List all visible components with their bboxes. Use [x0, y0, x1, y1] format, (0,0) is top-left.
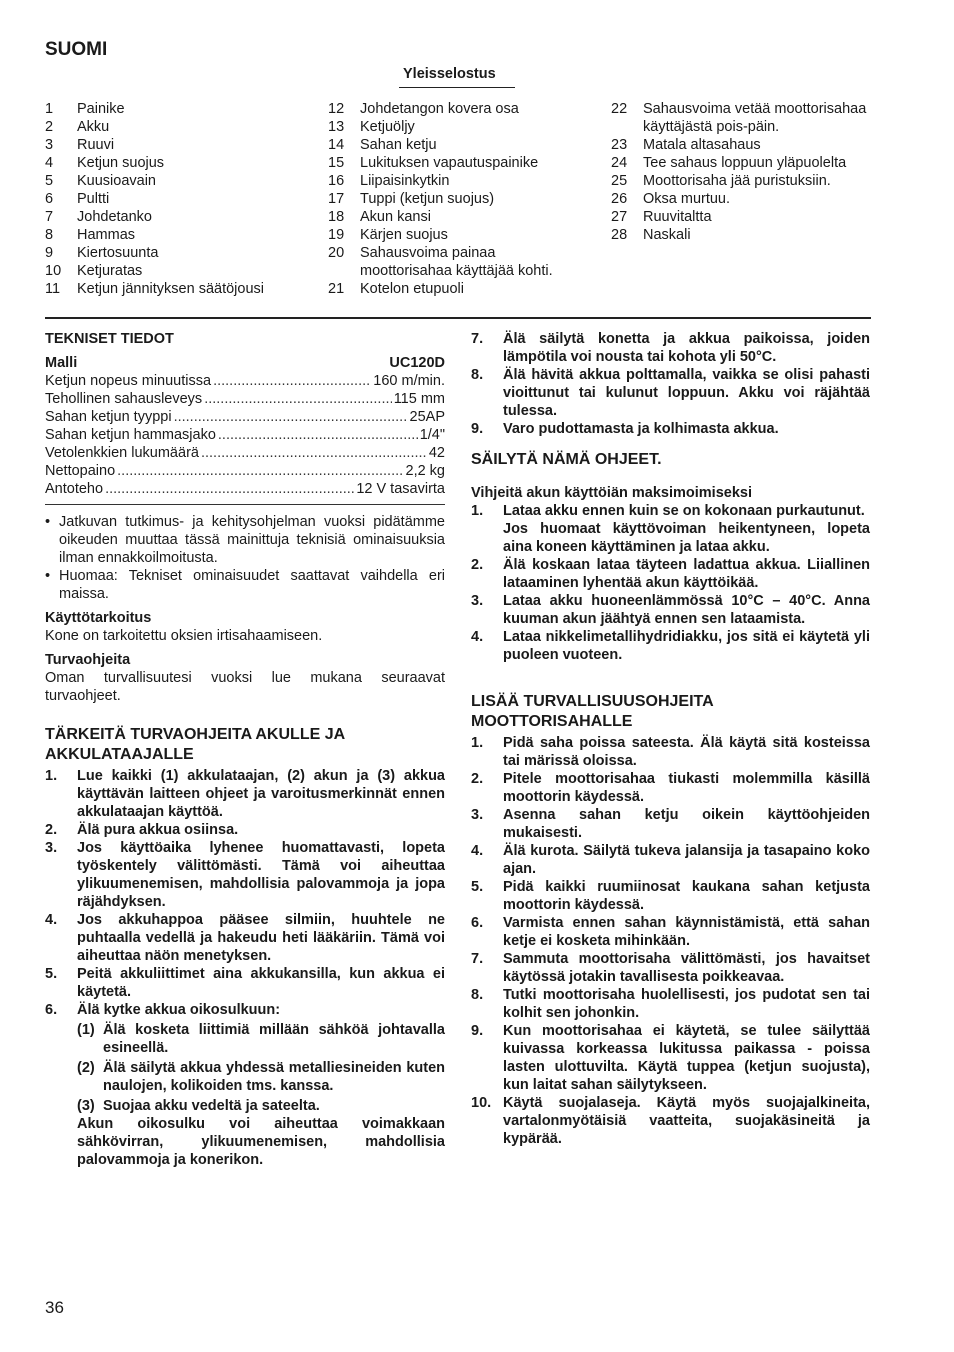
- chainsaw-safety-item-text: [503, 1022, 870, 1094]
- battery-safety-item-text: [77, 965, 445, 1001]
- battery-safety-subitem: [45, 1021, 445, 1057]
- chainsaw-safety-item-number: 9.: [471, 1023, 484, 1039]
- chainsaw-safety-item-main: Pidä saha poissa sateesta. Älä käytä sitä kosteissa tai märissä oloissa.: [503, 735, 870, 769]
- battery-safety-subitem: [45, 1097, 445, 1115]
- part-item: [328, 154, 590, 172]
- chainsaw-safety-item-main: Pidä kaikki ruumiinosat kaukana sahan ketjusta moottorin käydessä.: [503, 879, 870, 913]
- part-label: Matala altasahaus: [643, 137, 761, 153]
- battery-safety-item: [45, 839, 445, 911]
- parts-list-col3: [611, 100, 871, 244]
- spec-label: Ketjun nopeus minuutissa: [45, 373, 212, 389]
- battery-safety-subitem: [45, 1059, 445, 1095]
- spec-value: 160 m/min.: [373, 373, 445, 389]
- part-item: [611, 208, 871, 226]
- battery-tip-item-extra: Jos huomaat käyttövoiman heikentyneen, lopeta aina koneen käyttäminen ja lataa akku.: [503, 521, 870, 555]
- battery-safety-item-text: [77, 767, 445, 821]
- battery-safety-item-text: [503, 420, 870, 438]
- chainsaw-safety-item-text: [503, 842, 870, 878]
- spec-model-value: UC120D: [389, 355, 445, 371]
- spec-label: Nettopaino: [45, 463, 116, 479]
- part-label: Hammas: [77, 227, 136, 243]
- chainsaw-safety-item: [471, 806, 870, 842]
- part-item: [611, 100, 871, 136]
- purpose-text: Kone on tarkoitettu oksien irtisahaamiseen.: [45, 628, 323, 644]
- battery-safety-item-number: 9.: [471, 421, 484, 437]
- spec-label: Sahan ketjun tyyppi: [45, 409, 172, 425]
- battery-safety-item-number: 1.: [45, 768, 58, 784]
- spec-row: [45, 426, 445, 444]
- right-column: [471, 330, 870, 1148]
- part-number: 8: [45, 227, 54, 243]
- battery-safety-item-main: Älä säilytä konetta ja akkua paikoissa, joiden lämpötila voi nousta tai kohota yli 50°C.: [503, 331, 870, 365]
- battery-safety-item: [471, 420, 870, 438]
- part-number: 2: [45, 119, 54, 135]
- part-label: Ketjuratas: [77, 263, 143, 279]
- chainsaw-safety-item-number: 4.: [471, 843, 484, 859]
- part-number: 11: [45, 281, 61, 297]
- part-number: 17: [328, 191, 345, 207]
- subitem-number: (3): [77, 1098, 95, 1114]
- battery-safety-list: [45, 767, 445, 1019]
- chainsaw-safety-item-text: [503, 1094, 870, 1148]
- part-number: 19: [328, 227, 345, 243]
- part-item: [328, 280, 590, 298]
- part-item: [328, 226, 590, 244]
- spec-row: [45, 372, 445, 390]
- part-number: 6: [45, 191, 54, 207]
- purpose-title: Käyttötarkoitus: [45, 610, 152, 626]
- chainsaw-safety-item: [471, 734, 870, 770]
- part-item: [45, 226, 315, 244]
- chainsaw-safety-item-number: 7.: [471, 951, 484, 967]
- battery-tip-item: [471, 592, 870, 628]
- spec-note: [45, 567, 445, 603]
- spec-leader-dots: [218, 426, 418, 444]
- chainsaw-safety-item: [471, 1022, 870, 1094]
- chainsaw-safety-item-number: 1.: [471, 735, 484, 751]
- chainsaw-safety-item-main: Pitele moottorisahaa tiukasti molemmilla käsillä moottorin käydessä.: [503, 771, 870, 805]
- part-label: Akun kansi: [360, 209, 431, 225]
- part-number: 18: [328, 209, 345, 225]
- spec-leader-dots: [201, 444, 427, 462]
- part-item: [45, 172, 315, 190]
- chainsaw-safety-item-text: [503, 986, 870, 1022]
- chainsaw-safety-item-number: 6.: [471, 915, 484, 931]
- part-number: 4: [45, 155, 54, 171]
- part-number: 20: [328, 245, 345, 261]
- battery-tip-item: [471, 628, 870, 664]
- battery-tip-item-number: 1.: [471, 503, 484, 519]
- spec-leader-dots: [204, 390, 392, 408]
- battery-safety-item: [471, 330, 870, 366]
- chainsaw-safety-item-text: [503, 770, 870, 806]
- left-column: [45, 330, 445, 1169]
- battery-tip-item-text: [503, 628, 870, 664]
- battery-safety-item-main: Jos akkuhappoa pääsee silmiin, huuhtele ne puhtaalla vedellä ja hakeudu heti lääkäriin. Tämä voi aiheuttaa näön menetyksen.: [77, 912, 445, 964]
- page-number: 36: [45, 1298, 64, 1317]
- part-item: [328, 100, 590, 118]
- battery-safety-item-main: Älä hävitä akkua polttamalla, vaikka se olisi pahasti vioittunut tai kulunut loppuun. Akku voi räjähtää tulessa.: [503, 367, 870, 419]
- part-number: 28: [611, 227, 628, 243]
- part-item: [328, 136, 590, 154]
- part-item: [45, 154, 315, 172]
- part-item: [45, 262, 315, 280]
- subitem-text: Älä kosketa liittimiä millään sähköä johtavalla esineellä.: [103, 1022, 445, 1056]
- battery-safety-item-number: 7.: [471, 331, 484, 347]
- part-number: 7: [45, 209, 54, 225]
- part-label: Moottorisaha jää puristuksiin.: [643, 173, 831, 189]
- part-label: Liipaisinkytkin: [360, 173, 450, 189]
- part-number: 9: [45, 245, 54, 261]
- chainsaw-safety-item-text: [503, 734, 870, 770]
- part-label: Kotelon etupuoli: [360, 281, 464, 297]
- spec-table: [45, 372, 445, 498]
- battery-safety-item: [45, 965, 445, 1001]
- safety-intro-title: Turvaohjeita: [45, 652, 131, 668]
- battery-safety-item-main: Lue kaikki (1) akkulataajan, (2) akun ja (3) akkua käyttävän laitteen ohjeet ja varoitusmerkinnät ennen akkulataajan käyttöä.: [77, 768, 445, 820]
- part-number: 25: [611, 173, 628, 189]
- spec-note: [45, 513, 445, 567]
- part-number: 12: [328, 101, 345, 117]
- battery-safety-item-main: Peitä akkuliittimet aina akkukansilla, kun akkua ei käytetä.: [77, 966, 445, 1000]
- part-number: 10: [45, 263, 62, 279]
- part-label: Pultti: [77, 191, 110, 207]
- part-label: Kuusioavain: [77, 173, 156, 189]
- part-item: [611, 154, 871, 172]
- part-item: [328, 244, 590, 280]
- battery-tips-list: [471, 502, 870, 664]
- part-label: Sahausvoima painaa moottorisahaa käyttäjää kohti.: [360, 245, 553, 279]
- spec-leader-dots: [117, 462, 403, 480]
- chainsaw-safety-item-main: Asenna sahan ketju oikein käyttöohjeiden mukaisesti.: [503, 807, 870, 841]
- battery-tip-item-number: 2.: [471, 557, 484, 573]
- battery-tip-item-main: Lataa akku ennen kuin se on kokonaan purkautunut.: [503, 503, 865, 519]
- part-item: [611, 190, 871, 208]
- part-label: Ketjuöljy: [360, 119, 415, 135]
- chainsaw-safety-item-main: Varmista ennen sahan käynnistämistä, että sahan ketje ei kosketa mihinkään.: [503, 915, 870, 949]
- part-number: 3: [45, 137, 54, 153]
- battery-safety-item-number: 2.: [45, 822, 58, 838]
- chainsaw-safety-item: [471, 842, 870, 878]
- battery-tip-item-number: 4.: [471, 629, 484, 645]
- part-label: Ruuvi: [77, 137, 115, 153]
- battery-tip-item-text: [503, 502, 870, 556]
- part-number: 26: [611, 191, 628, 207]
- battery-safety-item-text: [77, 839, 445, 911]
- spec-model-row: [45, 354, 445, 372]
- part-number: 22: [611, 101, 628, 117]
- overview-title: Yleisselostus: [403, 66, 496, 82]
- part-number: 27: [611, 209, 628, 225]
- spec-row: [45, 408, 445, 426]
- chainsaw-safety-item: [471, 770, 870, 806]
- part-label: Ruuvitaltta: [643, 209, 712, 225]
- spec-note-text: Jatkuvan tutkimus- ja kehitysohjelman vuoksi pidätämme oikeuden muuttaa tässä mainittuja teknisiä ominaisuuksia ilman ennakkoilmoitusta.: [59, 514, 445, 566]
- chainsaw-safety-item: [471, 1094, 870, 1148]
- part-number: 14: [328, 137, 345, 153]
- part-label: Akku: [77, 119, 110, 135]
- part-item: [328, 118, 590, 136]
- chainsaw-safety-item: [471, 878, 870, 914]
- battery-safety-item-number: 3.: [45, 840, 58, 856]
- part-number: 23: [611, 137, 628, 153]
- save-instructions: SÄILYTÄ NÄMÄ OHJEET.: [471, 451, 662, 468]
- part-item: [45, 118, 315, 136]
- specs-title: TEKNISET TIEDOT: [45, 331, 174, 347]
- part-number: 1: [45, 101, 54, 117]
- part-number: 13: [328, 119, 345, 135]
- spec-leader-dots: [213, 372, 371, 390]
- subitem-text: Älä säilytä akkua yhdessä metalliesineiden kuten naulojen, kolikoiden tms. kanssa.: [103, 1060, 445, 1094]
- spec-label: Vetolenkkien lukumäärä: [45, 445, 199, 461]
- chainsaw-safety-item-number: 3.: [471, 807, 484, 823]
- chainsaw-safety-list: [471, 734, 870, 1148]
- subitem-number: (2): [77, 1060, 95, 1076]
- battery-tip-item-number: 3.: [471, 593, 484, 609]
- spec-value: 1/4": [419, 427, 445, 443]
- spec-row: [45, 462, 445, 480]
- section-divider: [45, 317, 871, 319]
- battery-safety-item-text: [77, 1001, 445, 1019]
- battery-safety-item-main: Älä pura akkua osiinsa.: [77, 822, 239, 838]
- chainsaw-safety-item: [471, 986, 870, 1022]
- spec-row: [45, 444, 445, 462]
- battery-tip-item: [471, 556, 870, 592]
- chainsaw-safety-item-main: Tutki moottorisaha huolellisesti, jos pudotat sen tai kolhit sen johonkin.: [503, 987, 870, 1021]
- part-item: [45, 190, 315, 208]
- battery-tip-item-main: Lataa akku huoneenlämmössä 10°C – 40°C. Anna kuuman akun jäähtyä ennen sen lataamista.: [503, 593, 870, 627]
- part-item: [45, 100, 315, 118]
- part-label: Oksa murtuu.: [643, 191, 731, 207]
- battery-tip-item-text: [503, 556, 870, 592]
- battery-safety-item: [45, 911, 445, 965]
- part-number: 5: [45, 173, 54, 189]
- safety-intro-text: Oman turvallisuutesi vuoksi lue mukana seuraavat turvaohjeet.: [45, 670, 445, 704]
- chainsaw-safety-item: [471, 950, 870, 986]
- chainsaw-safety-item-text: [503, 950, 870, 986]
- battery-safety-item: [45, 1001, 445, 1019]
- parts-list-col1: [45, 100, 315, 298]
- battery-safety-title: TÄRKEITÄ TURVAOHJEITA AKULLE JA AKKULATAAJALLE: [45, 726, 345, 763]
- spec-value: 115 mm: [393, 391, 445, 407]
- part-label: Sahan ketju: [360, 137, 437, 153]
- chainsaw-safety-item-text: [503, 914, 870, 950]
- battery-sub-note: Akun oikosulku voi aiheuttaa voimakkaan sähkövirran, ylikuumenemisen, mahdollisia palovammoja ja konerikon.: [77, 1116, 445, 1168]
- chainsaw-safety-item-main: Käytä suojalaseja. Käytä myös suojajalkineita, vartalonmyötäisiä vaatteita, suojakäsineitä ja kypärää.: [503, 1095, 870, 1147]
- spec-model-label: Malli: [45, 355, 78, 371]
- spec-value: 25AP: [409, 409, 445, 425]
- chainsaw-safety-item-text: [503, 806, 870, 842]
- spec-label: Tehollinen sahausleveys: [45, 391, 203, 407]
- subitem-text: Suojaa akku vedeltä ja sateelta.: [103, 1098, 320, 1114]
- part-label: Ketjun jännityksen säätöjousi: [77, 281, 265, 297]
- battery-safety-item-main: Jos käyttöaika lyhenee huomattavasti, lopeta työskentely välittömästi. Tämä voi aiheuttaa ylikuumenemisen, mahdollisia palovammoja ja jopa räjähdyksen.: [77, 840, 445, 910]
- part-label: Johdetanko: [77, 209, 152, 225]
- chainsaw-safety-item-main: Älä kurota. Säilytä tukeva jalansija ja tasapaino koko ajan.: [503, 843, 870, 877]
- part-item: [328, 190, 590, 208]
- part-label: Ketjun suojus: [77, 155, 165, 171]
- part-item: [611, 172, 871, 190]
- part-number: 15: [328, 155, 345, 171]
- chainsaw-safety-title: LISÄÄ TURVALLISUUSOHJEITA MOOTTORISAHALLE: [471, 693, 714, 730]
- part-number: 21: [328, 281, 345, 297]
- chainsaw-safety-item-main: Kun moottorisahaa ei käytetä, se tulee säilyttää kuivassa korkeassa lukitussa paikassa - poissa lasten ulottuvilta. Käytä tuppea (ketjun suojusta), kun laitat sahan säilytykseen.: [503, 1023, 870, 1093]
- overview-underline: [399, 87, 515, 88]
- chainsaw-safety-item-number: 5.: [471, 879, 484, 895]
- spec-label: Antoteho: [45, 481, 104, 497]
- battery-safety-item-number: 6.: [45, 1002, 58, 1018]
- parts-list-col2: [328, 100, 590, 298]
- battery-safety-item-text: [503, 366, 870, 420]
- part-number: 16: [328, 173, 345, 189]
- part-item: [328, 172, 590, 190]
- battery-tip-item-main: Älä koskaan lataa täyteen ladattua akkua. Liiallinen lataaminen lyhentää akun käyttöikää.: [503, 557, 870, 591]
- part-label: Tee sahaus loppuun yläpuolelta: [643, 155, 847, 171]
- battery-safety-item: [45, 821, 445, 839]
- spec-leader-dots: [105, 480, 354, 498]
- battery-safety-item-main: Älä kytke akkua oikosulkuun:: [77, 1002, 281, 1018]
- battery-safety-sublist: [45, 1021, 445, 1115]
- chainsaw-safety-item-number: 10.: [471, 1095, 492, 1111]
- battery-tips-title: Vihjeitä akun käyttöiän maksimoimiseksi: [471, 485, 752, 501]
- battery-safety-item-main: Varo pudottamasta ja kolhimasta akkua.: [503, 421, 779, 437]
- part-item: [611, 136, 871, 154]
- battery-safety-item: [471, 366, 870, 420]
- spec-divider: [45, 504, 445, 505]
- battery-safety-item-text: [503, 330, 870, 366]
- battery-safety-item: [45, 767, 445, 821]
- battery-tip-item-text: [503, 592, 870, 628]
- spec-row: [45, 390, 445, 408]
- language-heading: SUOMI: [45, 39, 108, 60]
- part-label: Kärjen suojus: [360, 227, 448, 243]
- spec-notes: [45, 513, 445, 603]
- part-item: [45, 280, 315, 298]
- bullet-dot: •: [45, 514, 51, 530]
- chainsaw-safety-item-number: 2.: [471, 771, 484, 787]
- chainsaw-safety-item-main: Sammuta moottorisaha välittömästi, jos havaitset käytössä jotakin tavallisesta poikkeavaa.: [503, 951, 870, 985]
- battery-safety-item-text: [77, 911, 445, 965]
- spec-value: 42: [428, 445, 445, 461]
- spec-row: [45, 480, 445, 498]
- battery-safety-item-number: 4.: [45, 912, 58, 928]
- spec-value: 2,2 kg: [405, 463, 445, 479]
- subitem-number: (1): [77, 1022, 95, 1038]
- battery-tip-item: [471, 502, 870, 556]
- spec-note-text: Huomaa: Tekniset ominaisuudet saattavat vaihdella eri maissa.: [59, 568, 445, 602]
- part-item: [45, 208, 315, 226]
- battery-safety-item-text: [77, 821, 445, 839]
- part-label: Kiertosuunta: [77, 245, 159, 261]
- part-item: [45, 136, 315, 154]
- chainsaw-safety-item-number: 8.: [471, 987, 484, 1003]
- part-item: [611, 226, 871, 244]
- part-label: Johdetangon kovera osa: [360, 101, 519, 117]
- bullet-dot: •: [45, 568, 51, 584]
- part-item: [45, 244, 315, 262]
- chainsaw-safety-item: [471, 914, 870, 950]
- part-number: 24: [611, 155, 628, 171]
- battery-tip-item-main: Lataa nikkelimetallihydridiakku, jos sitä ei käytetä yli puoleen vuoteen.: [503, 629, 870, 663]
- part-label: Lukituksen vapautuspainike: [360, 155, 539, 171]
- part-item: [328, 208, 590, 226]
- part-label: Tuppi (ketjun suojus): [360, 191, 495, 207]
- chainsaw-safety-item-text: [503, 878, 870, 914]
- part-label: Sahausvoima vetää moottorisahaa käyttäjästä pois-päin.: [643, 101, 867, 135]
- part-label: Painike: [77, 101, 125, 117]
- spec-label: Sahan ketjun hammasjako: [45, 427, 216, 443]
- part-label: Naskali: [643, 227, 691, 243]
- battery-safety-list-cont: [471, 330, 870, 438]
- battery-safety-item-number: 5.: [45, 966, 58, 982]
- battery-safety-item-number: 8.: [471, 367, 484, 383]
- spec-value: 12 V tasavirta: [356, 481, 445, 497]
- spec-leader-dots: [174, 408, 408, 426]
